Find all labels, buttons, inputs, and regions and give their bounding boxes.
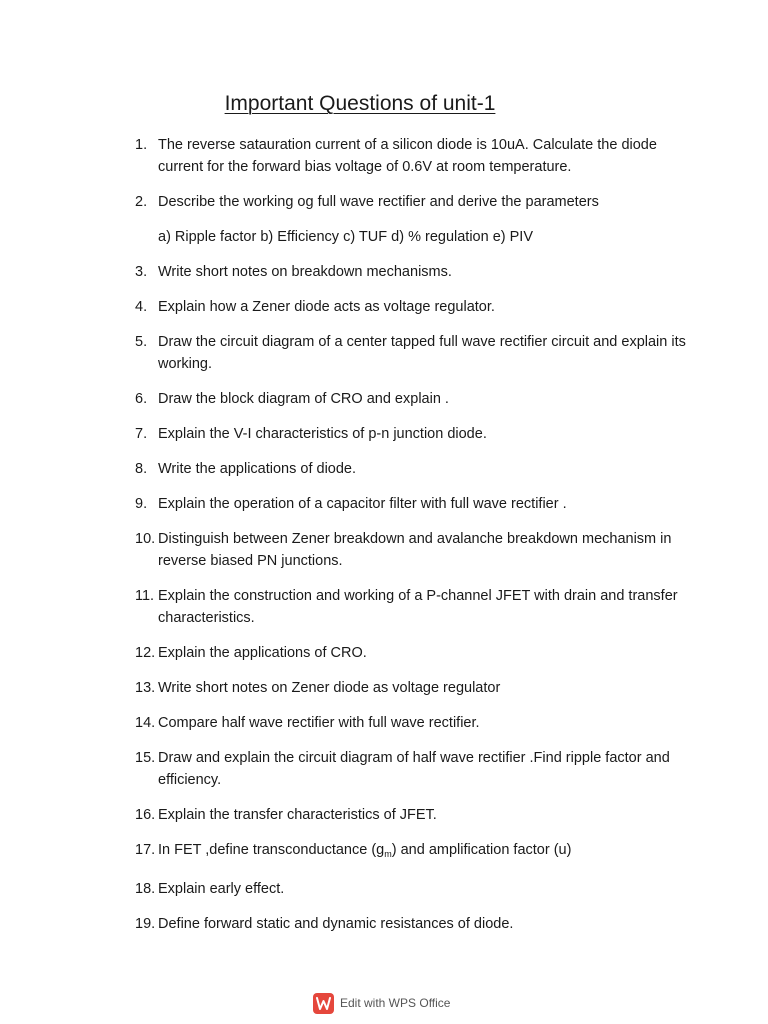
question-item xyxy=(135,528,695,572)
question-number: 5. xyxy=(135,334,148,350)
question-text: Draw the block diagram of CRO and explain . xyxy=(158,391,449,407)
question-item xyxy=(135,261,695,283)
question-subparts xyxy=(135,226,695,248)
question-text-part: In FET ,define transconductance (g xyxy=(158,842,385,858)
wps-logo-icon xyxy=(313,993,334,1014)
question-item xyxy=(135,331,695,375)
question-text: Define forward static and dynamic resistances of diode. xyxy=(158,916,514,932)
question-text: Compare half wave rectifier with full wave rectifier. xyxy=(158,715,480,731)
question-text: The reverse satauration current of a silicon diode is 10uA. Calculate the diode current for the forward bias voltage of 0.6V at room temperature. xyxy=(158,137,657,175)
question-subparts-text: a) Ripple factor b) Efficiency c) TUF d) % regulation e) PIV xyxy=(158,229,533,245)
question-text-part: ) and amplification factor (u) xyxy=(391,842,572,858)
question-item xyxy=(135,423,695,445)
question-text: Write short notes on Zener diode as voltage regulator xyxy=(158,680,501,696)
question-item xyxy=(135,585,695,629)
question-item xyxy=(135,296,695,318)
question-number: 7. xyxy=(135,426,148,442)
question-number: 16. xyxy=(135,807,156,823)
question-number: 15. xyxy=(135,750,156,766)
question-text: Draw the circuit diagram of a center tapped full wave rectifier circuit and explain its working. xyxy=(158,334,686,372)
question-text: Explain the V-I characteristics of p-n junction diode. xyxy=(158,426,487,442)
page-title: Important Questions of unit-1 xyxy=(224,92,496,115)
question-item xyxy=(135,191,695,213)
question-item xyxy=(135,804,695,826)
question-number: 12. xyxy=(135,645,156,661)
question-item xyxy=(135,493,695,515)
edit-with-wps-badge[interactable] xyxy=(313,992,450,1014)
question-text: Explain the applications of CRO. xyxy=(158,645,367,661)
question-text: Draw and explain the circuit diagram of half wave rectifier .Find ripple factor and efficiency. xyxy=(158,750,670,788)
question-text: Write short notes on breakdown mechanisms. xyxy=(158,264,452,280)
question-item xyxy=(135,642,695,664)
question-number: 14. xyxy=(135,715,156,731)
question-item xyxy=(135,878,695,900)
question-number: 19. xyxy=(135,916,156,932)
question-number: 11. xyxy=(135,588,155,604)
question-number: 9. xyxy=(135,496,148,512)
question-text xyxy=(158,842,571,858)
question-number: 13. xyxy=(135,680,156,696)
question-number: 6. xyxy=(135,391,148,407)
question-text: Describe the working og full wave rectifier and derive the parameters xyxy=(158,194,599,210)
question-text: Write the applications of diode. xyxy=(158,461,357,477)
question-text: Explain early effect. xyxy=(158,881,285,897)
question-number: 2. xyxy=(135,194,148,210)
question-item xyxy=(135,388,695,410)
question-text: Explain the operation of a capacitor filter with full wave rectifier . xyxy=(158,496,567,512)
question-list xyxy=(135,134,695,948)
question-number: 8. xyxy=(135,461,148,477)
question-text: Explain how a Zener diode acts as voltage regulator. xyxy=(158,299,495,315)
question-number: 4. xyxy=(135,299,148,315)
question-text: Explain the transfer characteristics of JFET. xyxy=(158,807,437,823)
question-item xyxy=(135,839,695,865)
question-text: Explain the construction and working of a P-channel JFET with drain and transfer characteristics. xyxy=(158,588,678,626)
question-item xyxy=(135,458,695,480)
question-item xyxy=(135,134,695,178)
question-number: 18. xyxy=(135,881,156,897)
question-item xyxy=(135,913,695,935)
question-number: 10. xyxy=(135,531,156,547)
question-item xyxy=(135,747,695,791)
question-number: 17. xyxy=(135,842,156,858)
question-number: 1. xyxy=(135,137,148,153)
subscript-m: m xyxy=(384,849,392,859)
question-number: 3. xyxy=(135,264,148,280)
question-text: Distinguish between Zener breakdown and avalanche breakdown mechanism in reverse biased PN junctions. xyxy=(158,531,672,569)
question-item xyxy=(135,677,695,699)
question-item xyxy=(135,712,695,734)
wps-badge-label: Edit with WPS Office xyxy=(340,996,451,1010)
